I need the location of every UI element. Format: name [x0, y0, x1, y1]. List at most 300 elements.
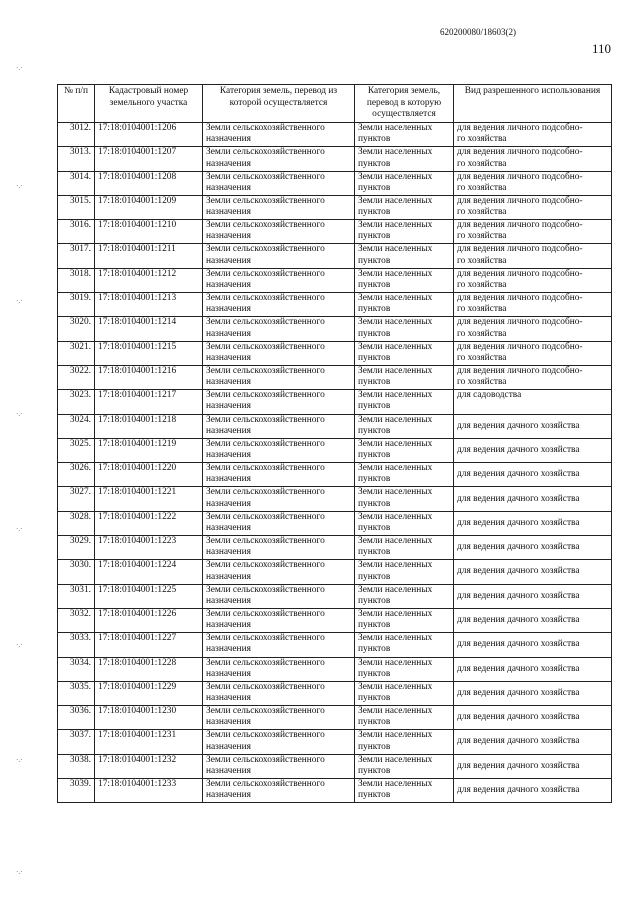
row-number	[58, 123, 95, 147]
category-from	[203, 511, 355, 535]
category-to-line: пунктов	[358, 255, 391, 266]
category-to-line: пунктов	[358, 765, 391, 776]
cadastral-number	[95, 390, 203, 414]
row-number	[58, 317, 95, 341]
cadastral-number	[95, 560, 203, 584]
row-number	[58, 584, 95, 608]
permitted-use-line: для ведения дачного хозяйства	[457, 566, 580, 577]
category-from-line: Земли сельскохозяйственного	[206, 195, 325, 206]
category-from-line: назначения	[206, 547, 251, 558]
table-row	[58, 754, 612, 778]
permitted-use-line: для ведения дачного хозяйства	[457, 420, 580, 431]
table-row	[58, 268, 612, 292]
row-number	[58, 754, 95, 778]
category-to-line: пунктов	[358, 207, 391, 218]
row-number-line: 3036.	[69, 706, 91, 717]
category-from-line: назначения	[206, 425, 251, 436]
row-number-line: 3039.	[69, 779, 91, 790]
scan-margin	[0, 0, 40, 905]
row-number	[58, 536, 95, 560]
row-number-line: 3038.	[69, 754, 91, 765]
category-to-line: Земли населенных	[358, 438, 433, 449]
row-number-line: 3023.	[69, 390, 91, 401]
table-row	[58, 511, 612, 535]
cadastral-number-line: 17:18:0104001:1222	[98, 511, 177, 522]
cadastral-number	[95, 268, 203, 292]
cadastral-number-line: 17:18:0104001:1227	[98, 633, 177, 644]
permitted-use-line: для ведения дачного хозяйства	[457, 785, 580, 796]
category-from-line: назначения	[206, 498, 251, 509]
category-from-line: назначения	[206, 644, 251, 655]
category-from-line: назначения	[206, 741, 251, 752]
category-from-line: Земли сельскохозяйственного	[206, 390, 325, 401]
row-number-line: 3026.	[69, 463, 91, 474]
category-from	[203, 171, 355, 195]
category-to-line: Земли населенных	[358, 536, 433, 547]
row-number	[58, 220, 95, 244]
permitted-use-line: для ведения личного подсобно-	[457, 195, 583, 206]
category-from	[203, 608, 355, 632]
category-from-line: Земли сельскохозяйственного	[206, 220, 325, 231]
category-to-line: Земли населенных	[358, 511, 433, 522]
category-to-line: пунктов	[358, 328, 391, 339]
category-to-line: пунктов	[358, 790, 391, 801]
permitted-use	[454, 317, 612, 341]
category-from	[203, 487, 355, 511]
row-number-line: 3013.	[69, 147, 91, 158]
permitted-use	[454, 293, 612, 317]
category-to-line: пунктов	[358, 377, 391, 388]
category-from	[203, 536, 355, 560]
row-number-line: 3025.	[69, 438, 91, 449]
category-to-line: пунктов	[358, 668, 391, 679]
category-from	[203, 220, 355, 244]
row-number-line: 3031.	[69, 584, 91, 595]
cadastral-number-line: 17:18:0104001:1217	[98, 390, 177, 401]
permitted-use	[454, 754, 612, 778]
category-to-line: Земли населенных	[358, 341, 433, 352]
cadastral-number	[95, 730, 203, 754]
cadastral-number-line: 17:18:0104001:1212	[98, 268, 177, 279]
margin-mark: ·.·	[16, 64, 23, 72]
permitted-use	[454, 147, 612, 171]
category-to	[355, 365, 454, 389]
permitted-use	[454, 536, 612, 560]
category-to-line: Земли населенных	[358, 317, 433, 328]
category-from	[203, 706, 355, 730]
column-header-cadastral: Кадастровый номер земельного участка	[95, 85, 203, 123]
row-number	[58, 244, 95, 268]
category-from-line: Земли сельскохозяйственного	[206, 511, 325, 522]
permitted-use-line: для ведения дачного хозяйства	[457, 639, 580, 650]
category-from	[203, 633, 355, 657]
category-to-line: Земли населенных	[358, 171, 433, 182]
category-to-line: пунктов	[358, 425, 391, 436]
permitted-use-line: го хозяйства	[457, 207, 507, 218]
permitted-use-line: для ведения личного подсобно-	[457, 171, 583, 182]
cadastral-number-line: 17:18:0104001:1221	[98, 487, 177, 498]
row-number-line: 3014.	[69, 171, 91, 182]
cadastral-number	[95, 584, 203, 608]
category-to	[355, 390, 454, 414]
permitted-use	[454, 390, 612, 414]
table-row	[58, 341, 612, 365]
cadastral-number-line: 17:18:0104001:1215	[98, 341, 177, 352]
category-from-line: Земли сельскохозяйственного	[206, 293, 325, 304]
category-to	[355, 560, 454, 584]
row-number	[58, 147, 95, 171]
category-to	[355, 706, 454, 730]
cadastral-number-line: 17:18:0104001:1218	[98, 414, 177, 425]
category-from-line: назначения	[206, 401, 251, 412]
margin-mark: ·.·	[16, 182, 23, 190]
category-to-line: пунктов	[358, 401, 391, 412]
category-from	[203, 584, 355, 608]
permitted-use	[454, 633, 612, 657]
row-number-line: 3017.	[69, 244, 91, 255]
permitted-use-line: го хозяйства	[457, 158, 507, 169]
cadastral-number	[95, 706, 203, 730]
permitted-use-line: го хозяйства	[457, 377, 507, 388]
category-to	[355, 195, 454, 219]
row-number	[58, 195, 95, 219]
permitted-use-line: для ведения личного подсобно-	[457, 317, 583, 328]
row-number-line: 3032.	[69, 608, 91, 619]
category-to-line: Земли населенных	[358, 195, 433, 206]
category-from	[203, 463, 355, 487]
category-to-line: Земли населенных	[358, 487, 433, 498]
category-to	[355, 754, 454, 778]
permitted-use-line: для ведения дачного хозяйства	[457, 736, 580, 747]
cadastral-number	[95, 195, 203, 219]
category-from-line: Земли сельскохозяйственного	[206, 244, 325, 255]
category-from-line: Земли сельскохозяйственного	[206, 317, 325, 328]
category-from-line: назначения	[206, 474, 251, 485]
cadastral-number	[95, 633, 203, 657]
category-to	[355, 293, 454, 317]
row-number-line: 3028.	[69, 511, 91, 522]
cadastral-number-line: 17:18:0104001:1232	[98, 754, 177, 765]
permitted-use	[454, 608, 612, 632]
category-to	[355, 608, 454, 632]
row-number	[58, 293, 95, 317]
permitted-use	[454, 779, 612, 803]
category-from-line: Земли сельскохозяйственного	[206, 608, 325, 619]
permitted-use-line: го хозяйства	[457, 304, 507, 315]
row-number	[58, 365, 95, 389]
permitted-use	[454, 123, 612, 147]
row-number-line: 3037.	[69, 730, 91, 741]
category-to-line: пунктов	[358, 741, 391, 752]
permitted-use	[454, 220, 612, 244]
category-from-line: назначения	[206, 693, 251, 704]
row-number	[58, 390, 95, 414]
permitted-use-line: для ведения личного подсобно-	[457, 220, 583, 231]
table-row	[58, 123, 612, 147]
table-row	[58, 657, 612, 681]
row-number-line: 3035.	[69, 681, 91, 692]
category-from-line: назначения	[206, 207, 251, 218]
cadastral-number	[95, 779, 203, 803]
table-row	[58, 560, 612, 584]
table-row	[58, 681, 612, 705]
cadastral-number	[95, 293, 203, 317]
category-to-line: Земли населенных	[358, 414, 433, 425]
permitted-use	[454, 657, 612, 681]
table-row	[58, 365, 612, 389]
margin-mark: ·.·	[16, 641, 23, 649]
category-from-line: назначения	[206, 279, 251, 290]
cadastral-number-line: 17:18:0104001:1233	[98, 779, 177, 790]
permitted-use-line: для ведения дачного хозяйства	[457, 712, 580, 723]
row-number	[58, 341, 95, 365]
row-number-line: 3021.	[69, 341, 91, 352]
permitted-use-line: для ведения личного подсобно-	[457, 123, 583, 133]
category-to	[355, 147, 454, 171]
category-to-line: пунктов	[358, 644, 391, 655]
category-to-line: Земли населенных	[358, 633, 433, 644]
category-from-line: Земли сельскохозяйственного	[206, 584, 325, 595]
permitted-use-line: для ведения дачного хозяйства	[457, 614, 580, 625]
permitted-use	[454, 463, 612, 487]
cadastral-number-line: 17:18:0104001:1207	[98, 147, 177, 158]
category-from-line: назначения	[206, 255, 251, 266]
table-row	[58, 608, 612, 632]
cadastral-number	[95, 657, 203, 681]
category-from-line: Земли сельскохозяйственного	[206, 438, 325, 449]
row-number-line: 3033.	[69, 633, 91, 644]
permitted-use	[454, 511, 612, 535]
category-to-line: пунктов	[358, 279, 391, 290]
category-from-line: Земли сельскохозяйственного	[206, 560, 325, 571]
category-from-line: Земли сельскохозяйственного	[206, 536, 325, 547]
category-from	[203, 560, 355, 584]
category-to	[355, 317, 454, 341]
category-to	[355, 123, 454, 147]
permitted-use-line: го хозяйства	[457, 352, 507, 363]
category-from-line: Земли сельскохозяйственного	[206, 171, 325, 182]
category-from	[203, 754, 355, 778]
category-from	[203, 268, 355, 292]
cadastral-number-line: 17:18:0104001:1226	[98, 608, 177, 619]
category-from	[203, 681, 355, 705]
table-row	[58, 220, 612, 244]
category-to-line: Земли населенных	[358, 123, 433, 133]
category-to-line: пунктов	[358, 717, 391, 728]
row-number	[58, 171, 95, 195]
permitted-use-line: для ведения дачного хозяйства	[457, 687, 580, 698]
category-from-line: Земли сельскохозяйственного	[206, 657, 325, 668]
row-number-line: 3022.	[69, 365, 91, 376]
category-from-line: назначения	[206, 595, 251, 606]
row-number-line: 3015.	[69, 195, 91, 206]
category-to	[355, 487, 454, 511]
permitted-use	[454, 706, 612, 730]
permitted-use	[454, 414, 612, 438]
category-from-line: Земли сельскохозяйственного	[206, 147, 325, 158]
row-number-line: 3020.	[69, 317, 91, 328]
row-number-line: 3029.	[69, 536, 91, 547]
cadastral-number-line: 17:18:0104001:1230	[98, 706, 177, 717]
column-header-number: № п/п	[58, 85, 95, 123]
category-from-line: Земли сельскохозяйственного	[206, 681, 325, 692]
category-to-line: пунктов	[358, 158, 391, 169]
category-from-line: назначения	[206, 231, 251, 242]
category-from-line: Земли сельскохозяйственного	[206, 633, 325, 644]
table-row	[58, 195, 612, 219]
permitted-use-line: для ведения личного подсобно-	[457, 365, 583, 376]
cadastral-number	[95, 463, 203, 487]
category-to-line: Земли населенных	[358, 779, 433, 790]
margin-mark: ·.·	[16, 756, 23, 764]
row-number	[58, 438, 95, 462]
category-from-line: Земли сельскохозяйственного	[206, 123, 325, 133]
category-from-line: назначения	[206, 134, 251, 145]
permitted-use	[454, 487, 612, 511]
category-to-line: пунктов	[358, 134, 391, 145]
table-row	[58, 438, 612, 462]
category-to-line: Земли населенных	[358, 560, 433, 571]
table-row	[58, 706, 612, 730]
category-to-line: пунктов	[358, 595, 391, 606]
table-row	[58, 463, 612, 487]
category-to-line: Земли населенных	[358, 293, 433, 304]
cadastral-number	[95, 536, 203, 560]
permitted-use	[454, 195, 612, 219]
category-to-line: пунктов	[358, 352, 391, 363]
row-number-line: 3018.	[69, 268, 91, 279]
category-from-line: Земли сельскохозяйственного	[206, 341, 325, 352]
category-from-line: Земли сельскохозяйственного	[206, 414, 325, 425]
cadastral-number-line: 17:18:0104001:1220	[98, 463, 177, 474]
cadastral-number	[95, 754, 203, 778]
margin-mark: ·.·	[16, 868, 23, 876]
permitted-use-line: для ведения личного подсобно-	[457, 268, 583, 279]
cadastral-number-line: 17:18:0104001:1209	[98, 195, 177, 206]
row-number-line: 3027.	[69, 487, 91, 498]
cadastral-number	[95, 487, 203, 511]
cadastral-number	[95, 244, 203, 268]
category-from	[203, 779, 355, 803]
table-row	[58, 244, 612, 268]
cadastral-number	[95, 317, 203, 341]
category-from	[203, 244, 355, 268]
permitted-use	[454, 268, 612, 292]
category-to	[355, 633, 454, 657]
cadastral-number-line: 17:18:0104001:1223	[98, 536, 177, 547]
permitted-use-line: для ведения личного подсобно-	[457, 147, 583, 158]
permitted-use-line: для ведения дачного хозяйства	[457, 517, 580, 528]
permitted-use	[454, 244, 612, 268]
category-to	[355, 584, 454, 608]
cadastral-number-line: 17:18:0104001:1211	[98, 244, 176, 255]
category-to	[355, 268, 454, 292]
category-from-line: назначения	[206, 182, 251, 193]
category-from	[203, 730, 355, 754]
row-number	[58, 608, 95, 632]
category-from	[203, 147, 355, 171]
table-row	[58, 147, 612, 171]
column-header-permitted-use: Вид разрешенного использования	[454, 85, 612, 123]
category-to-line: пунктов	[358, 547, 391, 558]
permitted-use	[454, 730, 612, 754]
cadastral-number	[95, 341, 203, 365]
category-from-line: назначения	[206, 668, 251, 679]
cadastral-number-line: 17:18:0104001:1216	[98, 365, 177, 376]
category-to-line: Земли населенных	[358, 608, 433, 619]
table-row	[58, 487, 612, 511]
cadastral-number-line: 17:18:0104001:1219	[98, 438, 177, 449]
permitted-use-line: для ведения дачного хозяйства	[457, 493, 580, 504]
category-from-line: Земли сельскохозяйственного	[206, 365, 325, 376]
permitted-use	[454, 584, 612, 608]
category-to-line: пунктов	[358, 498, 391, 509]
cadastral-number	[95, 171, 203, 195]
table-row	[58, 633, 612, 657]
table-header-row	[58, 85, 612, 123]
category-from-line: Земли сельскохозяйственного	[206, 779, 325, 790]
category-to-line: Земли населенных	[358, 365, 433, 376]
category-to-line: Земли населенных	[358, 754, 433, 765]
table-row	[58, 730, 612, 754]
category-to-line: пунктов	[358, 620, 391, 631]
permitted-use-line: для ведения дачного хозяйства	[457, 469, 580, 480]
category-to	[355, 657, 454, 681]
row-number	[58, 681, 95, 705]
category-from	[203, 657, 355, 681]
category-from-line: Земли сельскохозяйственного	[206, 268, 325, 279]
permitted-use-line: го хозяйства	[457, 328, 507, 339]
row-number-line: 3030.	[69, 560, 91, 571]
table-row	[58, 414, 612, 438]
category-from-line: назначения	[206, 304, 251, 315]
row-number-line: 3016.	[69, 220, 91, 231]
row-number	[58, 268, 95, 292]
category-to	[355, 171, 454, 195]
category-to-line: Земли населенных	[358, 147, 433, 158]
table-row	[58, 779, 612, 803]
category-to-line: Земли населенных	[358, 584, 433, 595]
permitted-use-line: для ведения дачного хозяйства	[457, 663, 580, 674]
cadastral-number-line: 17:18:0104001:1210	[98, 220, 177, 231]
category-from	[203, 365, 355, 389]
category-from-line: назначения	[206, 790, 251, 801]
row-number-line: 3024.	[69, 414, 91, 425]
category-from	[203, 317, 355, 341]
category-from-line: назначения	[206, 717, 251, 728]
permitted-use-line: го хозяйства	[457, 134, 507, 145]
category-to-line: Земли населенных	[358, 220, 433, 231]
permitted-use-line: для ведения дачного хозяйства	[457, 760, 580, 771]
row-number	[58, 414, 95, 438]
row-number	[58, 706, 95, 730]
cadastral-number-line: 17:18:0104001:1228	[98, 657, 177, 668]
permitted-use	[454, 171, 612, 195]
category-from-line: назначения	[206, 620, 251, 631]
category-to-line: Земли населенных	[358, 268, 433, 279]
category-to-line: Земли населенных	[358, 657, 433, 668]
column-header-to-category: Категория земель, перевод в которую осуществляется	[355, 85, 454, 123]
permitted-use-line: го хозяйства	[457, 279, 507, 290]
category-to	[355, 536, 454, 560]
permitted-use-line: для ведения личного подсобно-	[457, 293, 583, 304]
table-row	[58, 293, 612, 317]
cadastral-number	[95, 511, 203, 535]
category-to	[355, 779, 454, 803]
category-to-line: Земли населенных	[358, 681, 433, 692]
category-to	[355, 730, 454, 754]
category-from	[203, 195, 355, 219]
